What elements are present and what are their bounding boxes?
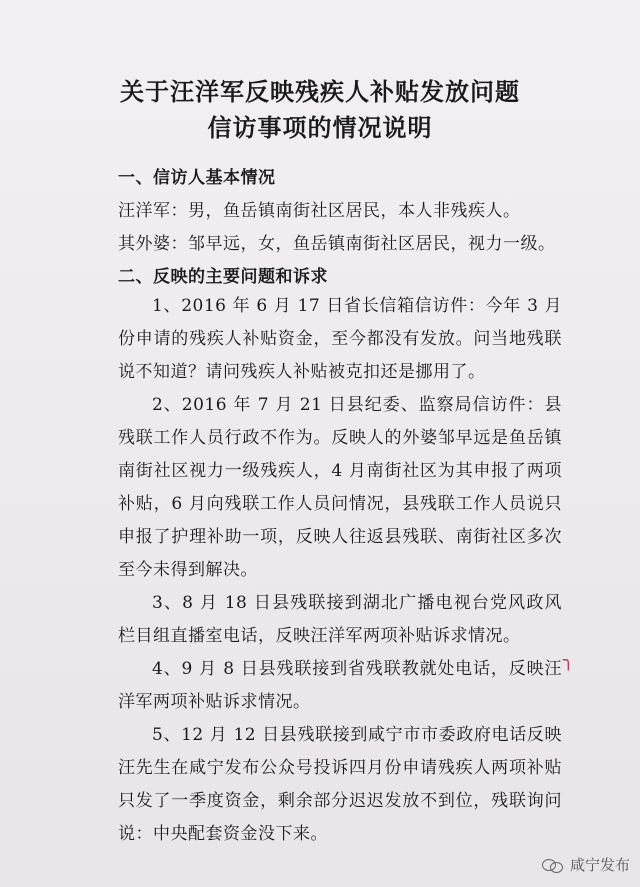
section1-heading: 一、信访人基本情况	[118, 168, 276, 188]
red-pen-mark: ╮	[563, 650, 574, 671]
complaint-list	[118, 290, 562, 851]
document-title-line2: 信访事项的情况说明	[207, 113, 433, 142]
grandmother-info: 其外婆：邹早远，女，鱼岳镇南街社区居民，视力一级。	[118, 234, 556, 254]
document-title-line1: 关于汪洋军反映残疾人补贴发放问题	[120, 77, 520, 106]
complaint-item-4: 4、9 月 8 日县残联接到省残联教就处电话，反映汪洋军两项补贴诉求情况。	[118, 659, 562, 712]
section2-heading: 二、反映的主要问题和诉求	[118, 267, 328, 287]
complaint-item-5: 5、12 月 12 日县残联接到咸宁市市委政府电话反映汪先生在咸宁发布公众号投诉四月份申请残疾人两项补贴只发了一季度资金，剩余部分迟迟发放不到位，残联询问说：中央配套资金没下来。	[118, 725, 562, 844]
complaint-item-3: 3、8 月 18 日县残联接到湖北广播电视台党风政风栏目组直播室电话，反映汪洋军两项补贴诉求情况。	[118, 593, 562, 646]
complaint-item-1: 1、2016 年 6 月 17 日省长信箱信访件：今年 3 月份申请的残疾人补贴资金，至今都没有发放。问当地残联说不知道？请问残疾人补贴被克扣还是挪用了。	[118, 296, 562, 382]
complaint-item-2: 2、2016 年 7 月 21 日县纪委、监察局信访件：县残联工作人员行政不作为。反映人的外婆邹早远是鱼岳镇南街社区视力一级残疾人，4 月南街社区为其申报了两项补贴，6 月向残联工作人员问情况，县残联工作人员说只申报了护理补助一项，反映人往返县残联、南街社区多次至今未得到解决。	[118, 395, 562, 580]
watermark	[542, 854, 630, 875]
wechat-icon	[542, 857, 564, 873]
watermark-label: 咸宁发布	[569, 856, 630, 874]
petitioner-info: 汪洋军：男，鱼岳镇南街社区居民，本人非残疾人。	[118, 201, 521, 221]
